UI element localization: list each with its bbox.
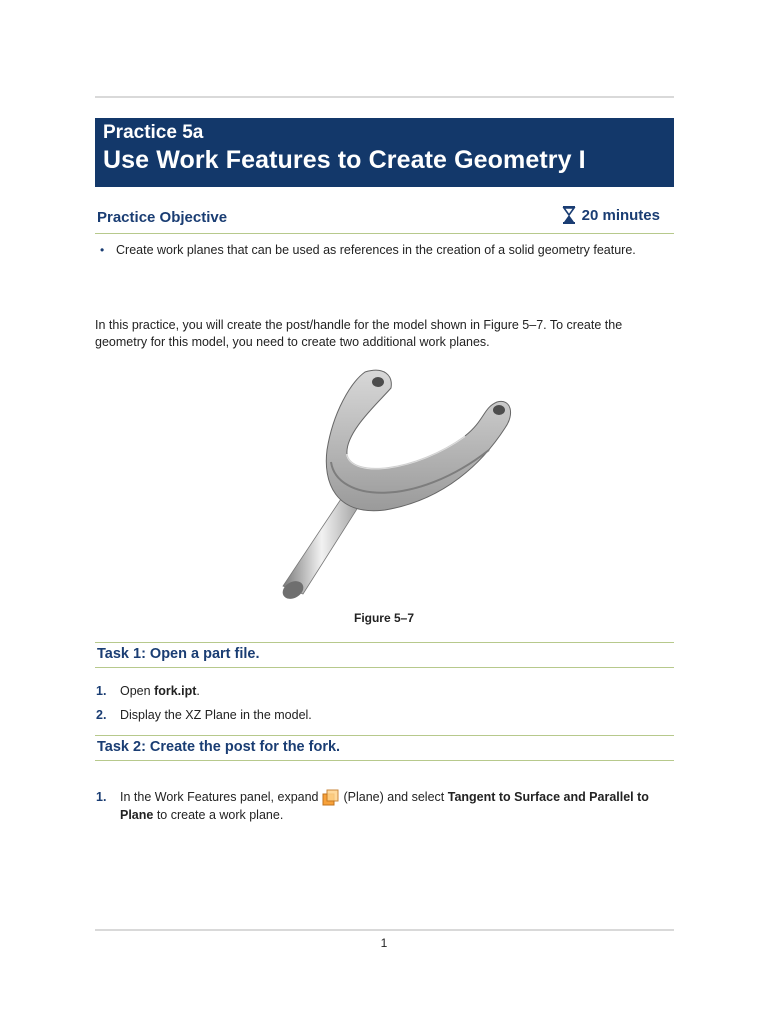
step-number: 1. (96, 790, 107, 804)
bullet-text: Create work planes that can be used as references in the creation of a solid geometry feature. (116, 243, 636, 257)
fork-model-image (265, 362, 525, 607)
step-text (120, 789, 674, 824)
duration (562, 206, 660, 224)
plane-icon (322, 789, 340, 807)
task1-heading: Task 1: Open a part file. (95, 642, 674, 668)
step-text: Display the XZ Plane in the model. (120, 708, 312, 722)
top-rule (95, 96, 674, 98)
page-number: 1 (380, 936, 388, 950)
step-text-mid: (Plane) and select (343, 790, 448, 804)
duration-text: 20 minutes (581, 206, 660, 224)
figure-caption: Figure 5–7 (353, 611, 415, 625)
bullet-dot: • (100, 243, 105, 257)
option-name: Tangent to Surface and Parallel to Plane (120, 790, 649, 822)
step-text-pre: Open (120, 684, 155, 698)
hourglass-icon (562, 206, 576, 224)
objective-bullet (100, 242, 660, 259)
step-text-post: to create a work plane. (153, 808, 284, 822)
objective-label: Practice Objective (97, 209, 228, 226)
task2-heading: Task 2: Create the post for the fork. (95, 735, 674, 761)
practice-title: Use Work Features to Create Geometry I (103, 146, 586, 174)
bottom-rule (95, 929, 674, 931)
step-number: 2. (96, 708, 107, 722)
objective-header (95, 205, 674, 234)
step-text-pre: In the Work Features panel, expand (120, 790, 319, 804)
task1-step-1 (96, 683, 674, 700)
task1-step-2 (96, 707, 674, 724)
file-name: fork.ipt (154, 684, 197, 698)
step-number: 1. (96, 684, 107, 698)
practice-banner (95, 118, 674, 187)
step-text (120, 683, 200, 700)
step-text-post: . (196, 684, 200, 698)
task2-step-1 (96, 789, 674, 824)
practice-number: Practice 5a (103, 122, 204, 143)
intro-paragraph: In this practice, you will create the post/handle for the model shown in Figure 5–7. To create the geometry for this model, you need to create two additional work planes. (95, 318, 623, 349)
